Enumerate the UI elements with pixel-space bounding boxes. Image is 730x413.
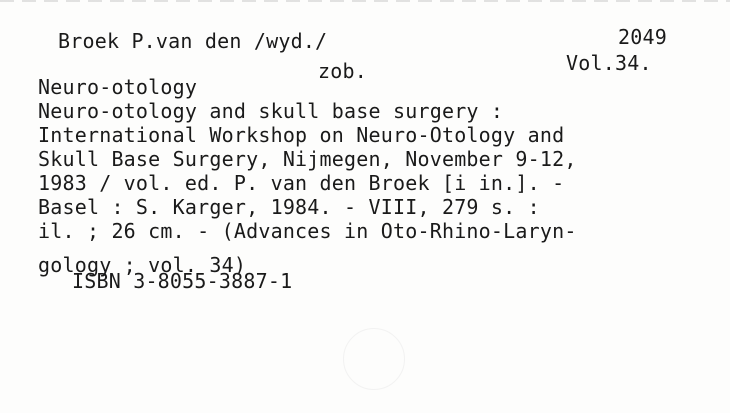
body-line-3: Skull Base Surgery, Nijmegen, November 9-12,: [38, 147, 577, 171]
subject-heading: Neuro-otology: [38, 75, 198, 99]
zob-note: zob.: [318, 59, 367, 83]
body-line-1: Neuro-otology and skull base surgery :: [38, 99, 504, 123]
volume-label: Vol.34.: [566, 51, 652, 75]
isbn-line: ISBN 3-8055-3887-1: [72, 269, 293, 293]
body-line-6: il. ; 26 cm. - (Advances in Oto-Rhino-Laryn-: [38, 219, 577, 243]
body-line-5: Basel : S. Karger, 1984. - VIII, 279 s. :: [38, 195, 540, 219]
paper-blemish: [343, 328, 405, 390]
body-line-4: 1983 / vol. ed. P. van den Broek [i in.]. -: [38, 171, 565, 195]
body-line-2: International Workshop on Neuro-Otology and: [38, 123, 565, 147]
author-line: Broek P.van den /wyd./: [58, 29, 328, 53]
catalog-number: 2049: [618, 25, 667, 49]
body-line-7: gology ; vol. 34): [38, 253, 247, 277]
